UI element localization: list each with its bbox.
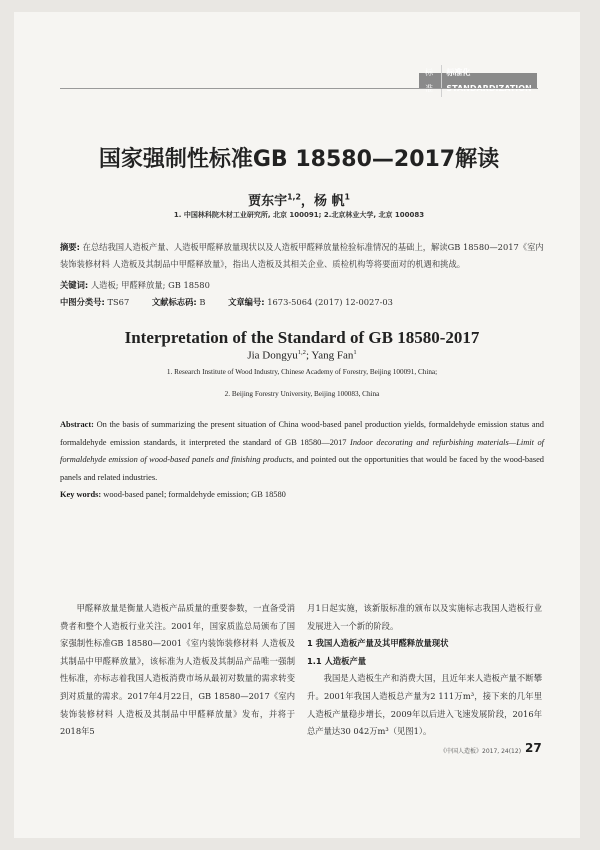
classification-line: 中图分类号: TS67 文献标志码: B 文章编号: 1673-5064 (2017) 12-0027-03 [60,297,393,307]
section-heading-1: 1 我国人造板产量及其甲醛释放量现状 [307,638,449,649]
section-heading-1-1: 1.1 人造板产量 [307,655,367,666]
affiliation-en-2: 2. Beijing Forestry University, Beijing 100083, China [224,390,380,398]
abstract-cn: 摘要: 在总结我国人造板产量、人造板甲醛释放量现状以及人造板甲醛释放量检验标准情况的基础上，解读GB 18580—2017《室内装饰装修材料 人造板及其制品中甲醛释放量》，指出人造板及其相关企业、质检机构等将要面对的机遇和挑战。 [60,242,544,269]
page-number: 27 [525,741,542,755]
keywords-cn: 关键词: 人造板; 甲醛释放量; GB 18580 [60,280,210,290]
journal-citation: 《中国人造板》2017, 24(12) [440,748,522,755]
abstract-en: Abstract: On the basis of summarizing the present situation of China wood-based panel production yields, formaldehyde emission status and formaldehyde emission standards, it interpreted the standard of GB 18580—2017 Indoor decorating and refurbishing materials—Limit of formaldehyde emission of wood-based panels and finishing products, and pointed out the opportunities that would be faced by the wood-based panels and related industries. [60,420,544,482]
author-2: 杨 帆 [313,194,345,209]
body-continued: 月1日起实施，该新版标准的颁布以及实施标志我国人造板行业发展进入一个新的阶段。 [307,603,542,631]
body-right-column [307,600,542,741]
authors-cn: 贾东宇$^{1,2}$，杨 帆$^1$ [248,192,350,209]
affiliations-cn: 1. 中国林科院木材工业研究所, 北京 100091; 2.北京林业大学, 北京 100083 [173,211,425,219]
body-paragraph: 我国是人造板生产和消费大国，且近年来人造板产量不断攀升。2001年我国人造板总产量为2 111万m³，接下来的几年里人造板产量稳步增长，2009年以后进入飞速发展阶段，2016年总产量达30 042万m³（见图1）。 [307,673,542,737]
title-cn: 国家强制性标准GB 18580—2017解读 [98,147,500,172]
body-left-column: 甲醛释放量是衡量人造板产品质量的重要参数，一直备受消费者和整个人造板行业关注。2001年，国家质监总局颁布了国家强制性标准GB 18580—2001《室内装饰装修材料 人造板及其制品中甲醛释放量》，该标准为人造板及其制品产品唯一强制性标准，亦标志着我国人造板消费市场从最初对数量的需求转变到对质量的需求。2017年4月22日，GB 18580—2017《室内装饰装修材料 人造板及其制品中甲醛释放量》发布，并将于2018年5 [60,603,295,737]
header-divider [60,88,538,89]
section-label: 标 [419,65,442,97]
keywords-en: Key words: wood-based panel; formaldehyde emission; GB 18580 [60,490,286,499]
author-1: 贾东宇 [248,194,288,209]
authors-en: Jia Dongyu$^{1,2}$; Yang Fan$^1$ [247,349,357,362]
affiliation-en-1: 1. Research Institute of Wood Industry, Chinese Academy of Forestry, Beijing 100091, China; [166,368,438,376]
category-label: 标准化 [446,68,471,77]
section-header [419,68,537,89]
title-en: Interpretation of the Standard of GB 18580-2017 [124,328,480,347]
